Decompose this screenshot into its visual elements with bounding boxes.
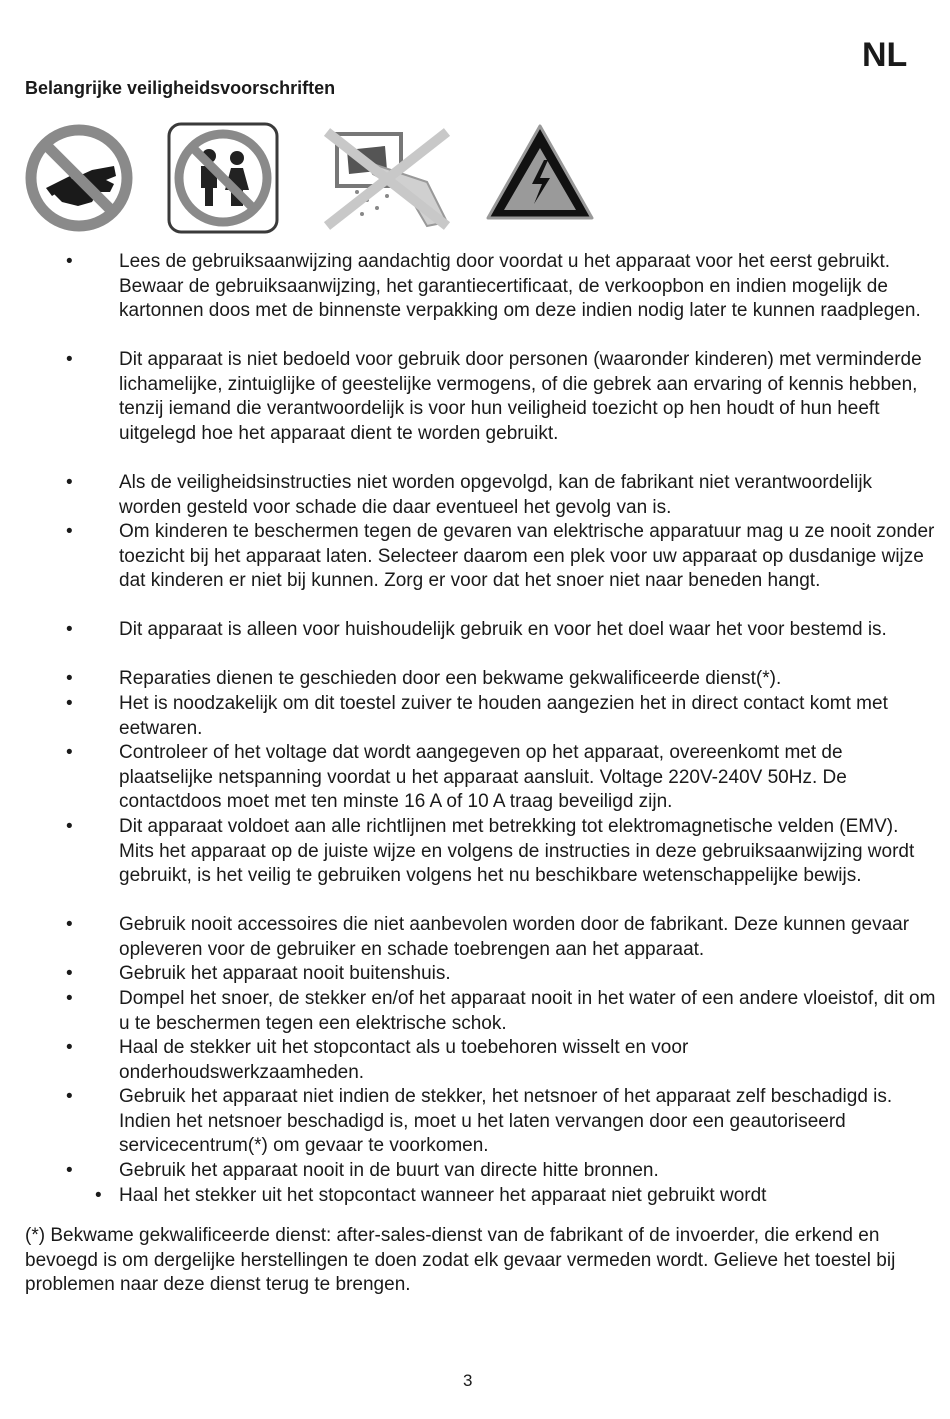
bullet-symbol: • (66, 742, 73, 763)
list-item (66, 1036, 936, 1085)
list-item-text: Dit apparaat is alleen voor huishoudelijk gebruik en voor het doel waar het voor bestemd is. (119, 619, 887, 640)
list-item (66, 962, 936, 987)
list-item (66, 520, 936, 618)
electric-shock-warning-icon (484, 122, 596, 234)
bullet-symbol: • (66, 521, 73, 542)
bullet-symbol: • (66, 668, 73, 689)
bullet-symbol: • (66, 963, 73, 984)
list-item (66, 1184, 936, 1209)
list-item (66, 348, 936, 471)
safety-icons-row (22, 122, 602, 234)
no-water-spray-icon (307, 122, 457, 234)
list-item-text: Dit apparaat is niet bedoeld voor gebruik door personen (waaronder kinderen) met verminderde lichamelijke, zintuiglijke of geestelijke vermogens, of die gebrek aan ervaring of kennis hebben, tenzij iemand die verantwoordelijk is voor hun veiligheid toezicht op hen houdt of hun heeft uitgelegd hoe het apparaat dient te worden gebruikt. (119, 349, 922, 444)
list-item-text: Het is noodzakelijk om dit toestel zuiver te houden aangezien het in direct contact komt met eetwaren. (119, 693, 888, 739)
bullet-symbol: • (66, 1086, 73, 1107)
list-item-text: Reparaties dienen te geschieden door een bekwame gekwalificeerde dienst(*). (119, 668, 782, 689)
list-item (66, 987, 936, 1036)
list-item-text: Dit apparaat voldoet aan alle richtlijnen met betrekking tot elektromagnetische velden (EMV). Mits het apparaat op de juiste wijze en volgens de instructies in deze gebruiksaanwijzing wordt gebruikt, is het veilig te gebruiken volgens het nu beschikbare wetenschappelijke bewijs. (119, 816, 915, 887)
list-item-text: Controleer of het voltage dat wordt aangegeven op het apparaat, overeenkomt met de plaatselijke netspanning voordat u het apparaat aansluit. Voltage 220V-240V 50Hz. De contactdoos moet met ten minste 16 A of 10 A traag beveiligd zijn. (119, 742, 847, 813)
bullet-symbol: • (66, 251, 73, 272)
bullet-symbol: • (66, 816, 73, 837)
bullet-symbol: • (66, 914, 73, 935)
no-children-icon (167, 122, 279, 234)
footnote: (*) Bekwame gekwalificeerde dienst: after-sales-dienst van de fabrikant of de invoerder, die erkend en bevoegd is om dergelijke herstellingen te doen zodat elk gevaar vermeden wordt. Gelieve het toestel bij problemen naar deze dienst terug te brengen. (25, 1225, 896, 1296)
bullet-symbol: • (66, 472, 73, 493)
no-touch-hand-icon (22, 122, 136, 234)
list-item (66, 1159, 936, 1184)
list-item-text: Gebruik nooit accessoires die niet aanbevolen worden door de fabrikant. Deze kunnen gevaar opleveren voor de gebruiker en schade toebrengen aan het apparaat. (119, 914, 910, 960)
bullet-symbol: • (66, 619, 73, 640)
list-item-text: Gebruik het apparaat nooit buitenshuis. (119, 963, 451, 984)
bullet-symbol: • (66, 1160, 73, 1181)
list-item-text: Gebruik het apparaat nooit in de buurt van directe hitte bronnen. (119, 1160, 659, 1181)
list-item (66, 913, 936, 962)
list-item (66, 471, 936, 520)
bullet-symbol: • (95, 1185, 102, 1206)
list-item-text: Om kinderen te beschermen tegen de gevaren van elektrische apparatuur mag u ze nooit zonder toezicht bij het apparaat laten. Selecteer daarom een plek voor uw apparaat op dusdanige wijze dat kinderen er niet bij kunnen. Zorg er voor dat het snoer niet naar beneden hangt. (119, 521, 935, 592)
list-item-text: Als de veiligheidsinstructies niet worden opgevolgd, kan de fabrikant niet verantwoordelijk worden gesteld voor schade die daar eventueel het gevolg van is. (119, 472, 873, 518)
list-item-text: Gebruik het apparaat niet indien de stekker, het netsnoer of het apparaat zelf beschadigd is. Indien het netsnoer beschadigd is, moet u het laten vervangen door een geautoriseerd servicecentrum(*) om gevaar te voorkomen. (119, 1086, 893, 1157)
list-item (66, 692, 936, 741)
bullet-symbol: • (66, 693, 73, 714)
list-item-text: Haal de stekker uit het stopcontact als u toebehoren wisselt en voor onderhoudswerkzaamheden. (119, 1037, 689, 1083)
bullet-symbol: • (66, 349, 73, 370)
language-code: NL (862, 36, 908, 74)
list-item-text: Haal het stekker uit het stopcontact wanneer het apparaat niet gebruikt wordt (119, 1185, 767, 1206)
bullet-symbol: • (66, 988, 73, 1009)
list-item-text: Lees de gebruiksaanwijzing aandachtig door voordat u het apparaat voor het eerst gebruikt. Bewaar de gebruiksaanwijzing, het garantiecertificaat, de verkoopbon en indien mogelijk de kartonnen doos met de binnenste verpakking om deze indien nodig later te kunnen raadplegen. (119, 251, 921, 322)
list-item (66, 815, 936, 913)
list-item-text: Dompel het snoer, de stekker en/of het apparaat nooit in het water of een andere vloeistof, dit om u te beschermen tegen een elektrische schok. (119, 988, 936, 1034)
bullet-symbol: • (66, 1037, 73, 1058)
page-number: 3 (463, 1371, 473, 1390)
list-item (66, 741, 936, 815)
list-item (66, 667, 936, 692)
list-item (66, 250, 936, 348)
list-item (66, 1085, 936, 1159)
page-title: Belangrijke veiligheidsvoorschriften (25, 78, 336, 98)
safety-instructions-list (66, 250, 936, 1209)
list-item (66, 618, 936, 667)
